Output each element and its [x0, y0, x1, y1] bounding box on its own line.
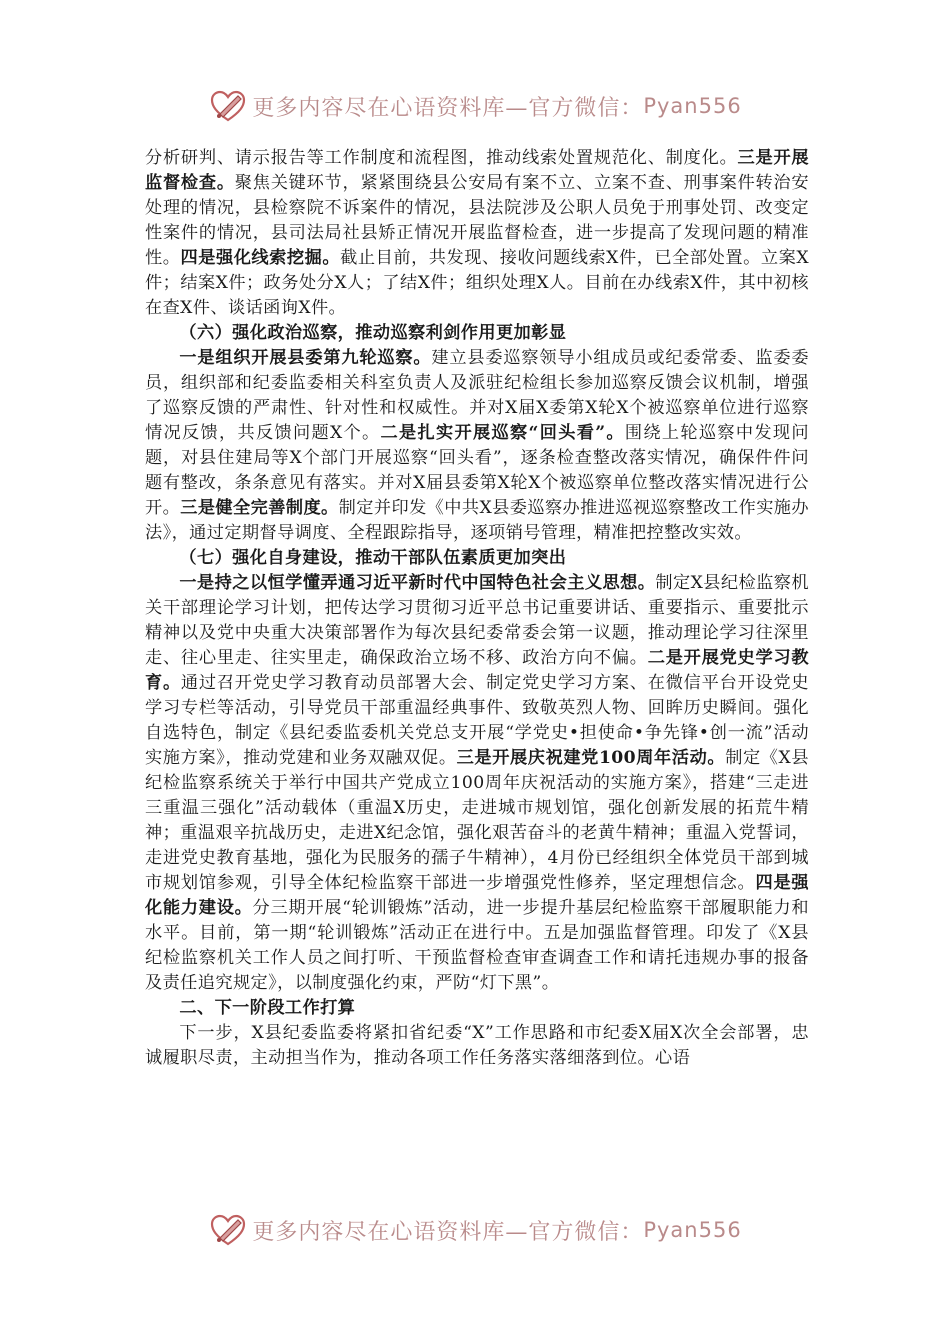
text-run: 截止目前，共发现、接收问题线索X件，已全部处置。立案X件；结案X件；政务处分X人；了结X件；组织处理X人。目前在办线索X件，其中初核在查X件、谈话函询X件。: [145, 248, 809, 318]
section-heading: [145, 996, 809, 1021]
bold-run: 一是持之以恒学懂弄通习近平新时代中国特色社会主义思想。: [179, 573, 656, 593]
bold-run: 四是强化线索挖掘。: [180, 248, 341, 268]
heart-pen-logo-icon: [208, 1212, 248, 1248]
bold-run: 二是开展党史学习教育。: [145, 648, 809, 693]
paragraph: [145, 1021, 809, 1071]
paragraph: [145, 571, 809, 996]
bold-run: 四是强化能力建设。: [145, 873, 809, 918]
text-run: 建立县委巡察领导小组成员或纪委常委、监委委员，组织部和纪委监委相关科室负责人及派驻纪检组长参加巡察反馈会议机制，增强了巡察反馈的严肃性、针对性和权威性。并对X届X委第X轮X个被巡察单位进行巡察情况反馈，共反馈问题X个。: [145, 348, 809, 443]
text-run: 制定并印发《中共X县委巡察办推进巡视巡察整改工作实施办法》，通过定期督导调度、全程跟踪指导，逐项销号管理，精准把控整改实效。: [145, 498, 809, 543]
watermark-text: 更多内容尽在心语资料库—官方微信：: [252, 95, 644, 121]
watermark-bottom: [0, 1208, 950, 1252]
bold-run: 二是扎实开展巡察“回头看”。: [380, 423, 625, 443]
bold-run: 二、下一阶段工作打算: [179, 998, 356, 1018]
paragraph: [145, 146, 809, 321]
watermark-id: Pyan556: [643, 1218, 742, 1242]
paragraph: [145, 346, 809, 546]
bold-run: 三是开展监督检查。: [145, 148, 810, 193]
text-run: 围绕上轮巡察中发现问题，对县住建局等X个部门开展巡察“回头看”，逐条检查整改落实情况，确保件件问题有整改，条条意见有落实。并对X届县委第X轮X个被巡察单位整改落实情况进行公开。: [145, 423, 809, 518]
heart-pen-logo-icon: [208, 88, 248, 124]
section-heading: [145, 546, 809, 571]
text-run: 聚焦关键环节，紧紧围绕县公安局有案不立、立案不查、刑事案件转治安处理的情况，县检察院不诉案件的情况，县法院涉及公职人员免于刑事处罚、改变定性案件的情况，县司法局社县矫正情况开展监督检查，进一步提高了发现问题的精准性。: [145, 173, 809, 268]
watermark-top: [0, 84, 950, 128]
bold-run: （七）强化自身建设，推动干部队伍素质更加突出: [179, 548, 567, 568]
watermark-text: 更多内容尽在心语资料库—官方微信：: [252, 1219, 644, 1245]
bold-run: 三是开展庆祝建党100周年活动。: [456, 748, 726, 768]
text-run: 通过召开党史学习教育动员部署大会、制定党史学习方案、在微信平台开设党史学习专栏等活动，引导党员干部重温经典事件、致敬英烈人物、回眸历史瞬间。强化自选特色，制定《县纪委监委机关党总支开展“学党史•担使命•争先锋•创一流”活动实施方案》，推动党建和业务双融双促。: [145, 673, 809, 768]
bold-run: 三是健全完善制度。: [180, 498, 339, 518]
section-heading: [145, 321, 809, 346]
text-run: 制定《X县纪检监察系统关于举行中国共产党成立100周年庆祝活动的实施方案》，搭建“三走进三重温三强化”活动载体（重温X历史，走进城市规划馆，强化创新发展的拓荒牛精神；重温艰辛抗战历史，走进X纪念馆，强化艰苦奋斗的老黄牛精神；重温入党誓词，走进党史教育基地，强化为民服务的孺子牛精神），4月份已经组织全体党员干部到城市规划馆参观，引导全体纪检监察干部进一步增强党性修养，坚定理想信念。: [145, 748, 809, 893]
document-body: [145, 146, 809, 1071]
bold-run: 一是组织开展县委第九轮巡察。: [179, 348, 432, 368]
watermark-id: Pyan556: [643, 94, 742, 118]
text-run: 制定X县纪检监察机关干部理论学习计划，把传达学习贯彻习近平总书记重要讲话、重要指示、重要批示精神以及党中央重大决策部署作为每次县纪委常委会第一议题，推动理论学习往深里走、往心里走、往实里走，确保政治立场不移、政治方向不偏。: [145, 573, 809, 668]
text-run: 下一步，X县纪委监委将紧扣省纪委“X”工作思路和市纪委X届X次全会部署，忠诚履职尽责，主动担当作为，推动各项工作任务落实落细落到位。心语: [145, 1023, 809, 1068]
text-run: 分三期开展“轮训锻炼”活动，进一步提升基层纪检监察干部履职能力和水平。目前，第一期“轮训锻炼”活动正在进行中。五是加强监督管理。印发了《X县纪检监察机关工作人员之间打听、干预监督检查审查调查工作和请托违规办事的报备及责任追究规定》，以制度强化约束，严防“灯下黑”。: [145, 898, 809, 993]
text-run: 分析研判、请示报告等工作制度和流程图，推动线索处置规范化、制度化。: [145, 148, 738, 168]
bold-run: （六）强化政治巡察，推动巡察利剑作用更加彰显: [179, 323, 567, 343]
